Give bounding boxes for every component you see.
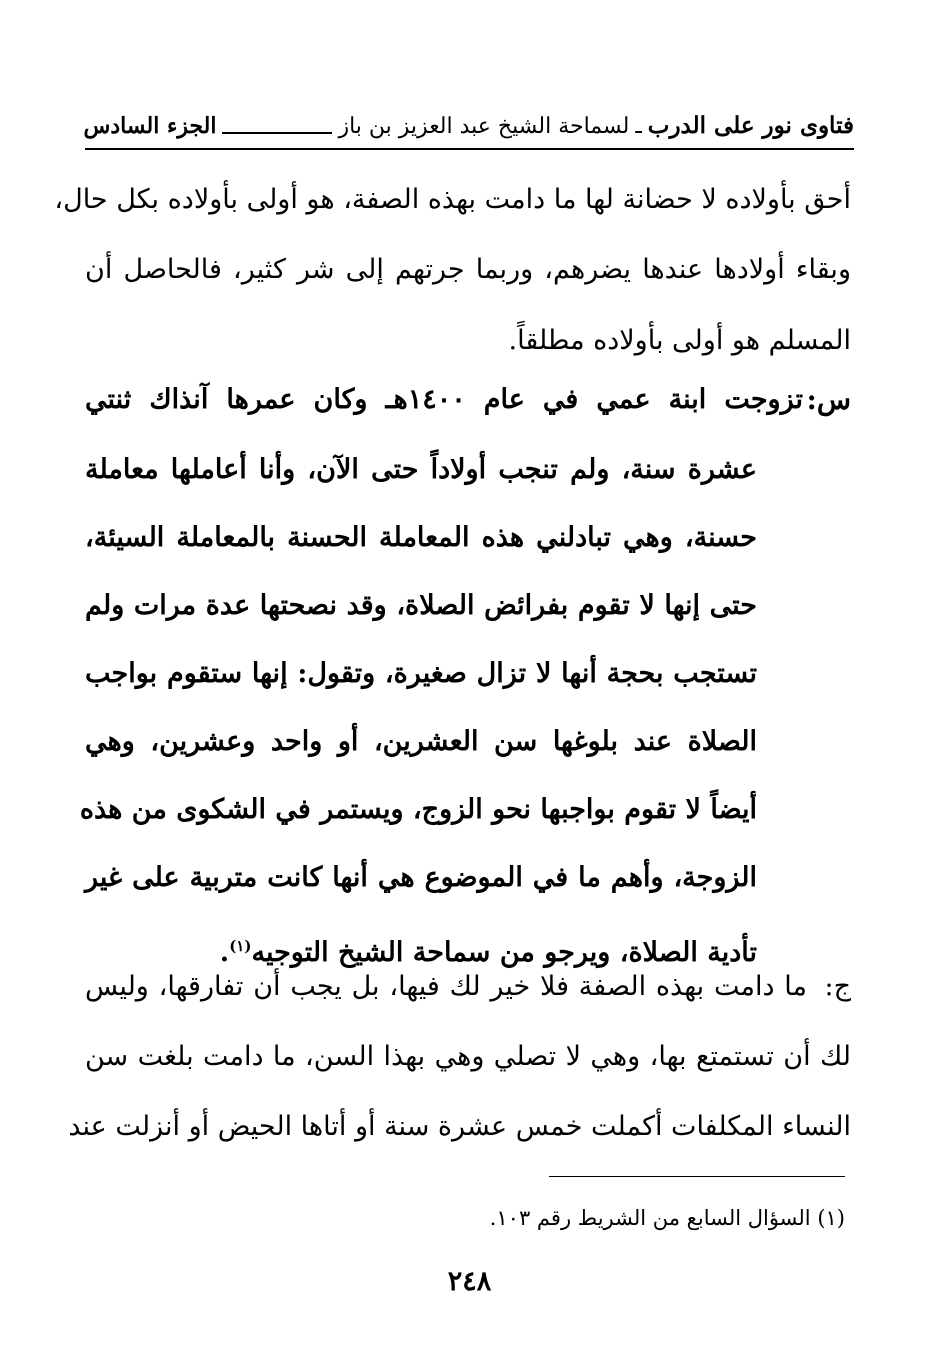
text-line: وبقاء أولادها عندها يضرهم، وربما جرتهم إلى شر كثير، فالحاصل أن [85,254,851,285]
answer-label: ج: [824,971,851,1002]
text-line: أيضاً لا تقوم بواجبها نحو الزوج، ويستمر في الشكوى من هذه [79,794,757,825]
footnote-text: (١) السؤال السابع من الشريط رقم ١٠٣. [489,1206,845,1230]
title-separator: ـ [635,114,642,139]
header-dash-rule [222,118,332,134]
text-line: حتى إنها لا تقوم بفرائض الصلاة، وقد نصحتها عدة مرات ولم [85,590,757,621]
end-punctuation: . [219,937,230,968]
text-line: تزوجت ابنة عمي في عام ١٤٠٠هـ وكان عمرها آنذاك ثنتي [85,384,803,415]
text-line-last [85,926,757,966]
text-segment: تأدية الصلاة، ويرجو من سماحة الشيخ التوجيه [251,937,757,968]
text-line: عشرة سنة، ولم تنجب أولاداً حتى الآن، وأنا أعاملها معاملة [85,454,757,485]
book-title: فتاوى نور على الدرب [647,112,854,139]
text-line: تستجب بحجة أنها لا تزال صغيرة، وتقول: إنها ستقوم بواجب [85,658,757,689]
text-line: الزوجة، وأهم ما في الموضوع هي أنها كانت متربية على غير [85,862,758,893]
text-line: أحق بأولاده لا حضانة لها ما دامت بهذه الصفة، هو أولى بأولاده بكل حال، [54,184,851,215]
text-line: النساء المكلفات أكملت خمس عشرة سنة أو أتاها الحيض أو أنزلت عند [68,1111,851,1142]
page-number: ٢٤٨ [447,1266,492,1297]
author-name: لسماحة الشيخ عبد العزيز بن باز [338,114,630,139]
text-line: الصلاة عند بلوغها سن العشرين، أو واحد وعشرين، وهي [85,726,757,757]
question-label: س: [806,383,851,416]
part-name: الجزء السادس [83,113,217,139]
footnote-reference: (١) [229,937,252,955]
footnote-divider [549,1176,845,1177]
text-line: حسنة، وهي تبادلني هذه المعاملة الحسنة بالمعاملة السيئة، [85,522,757,553]
text-line: لك أن تستمتع بها، وهي لا تصلي وهي بهذا السن، ما دامت بلغت سن [85,1041,851,1072]
running-header [85,112,854,150]
text-line: المسلم هو أولى بأولاده مطلقاً. [508,325,851,356]
text-line: ما دامت بهذه الصفة فلا خير لك فيها، بل يجب أن تفارقها، وليس [85,971,807,1002]
